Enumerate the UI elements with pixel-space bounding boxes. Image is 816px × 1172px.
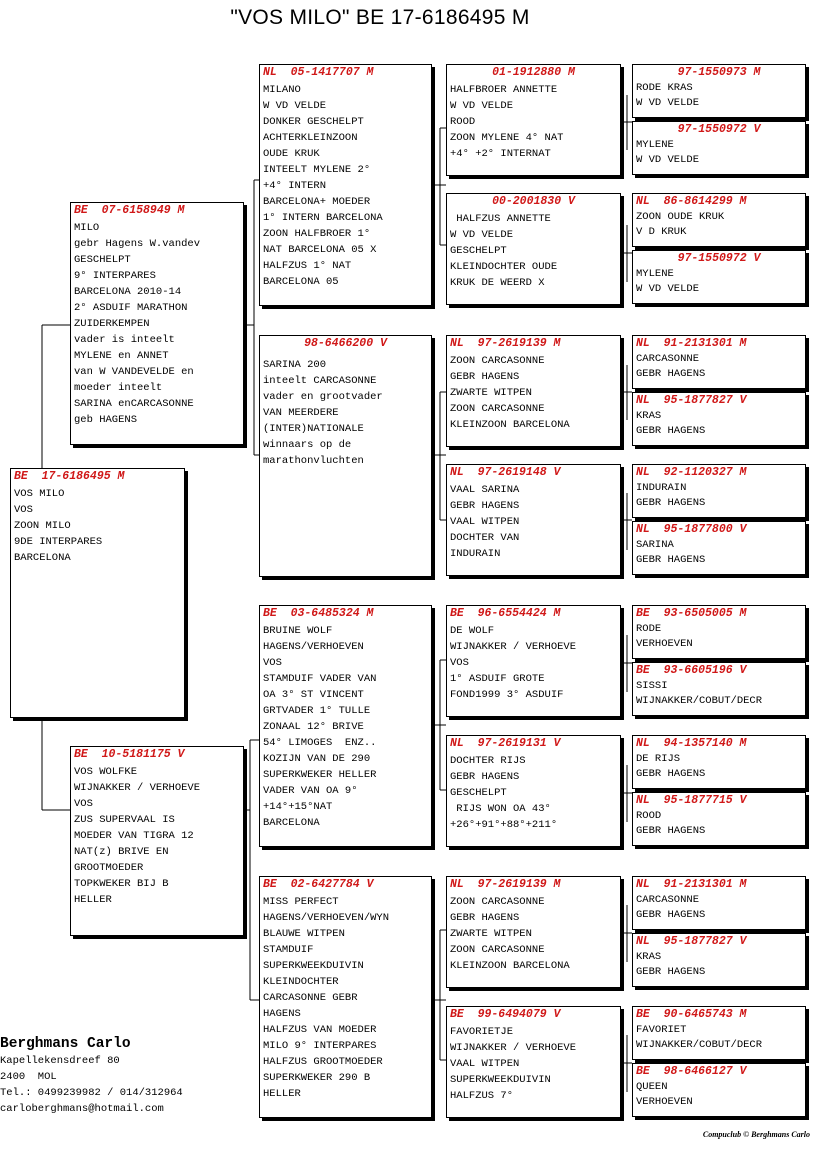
page-title: "VOS MILO" BE 17-6186495 M <box>230 6 530 29</box>
ring-number: NL 91-2131301 M <box>636 337 747 350</box>
ring-number: BE 96-6554424 M <box>450 607 561 620</box>
owner-address: Kapellekensdreef 80 <box>0 1055 120 1067</box>
gggp-card: NL 91-2131301 M CARCASONNE GEBR HAGENS <box>632 335 806 389</box>
sire-details: MILO gebr Hagens W.vandev GESCHELPT 9° INTERPARES BARCELONA 2010-14 2° ASDUIF MARATHON ZUIDERKEMPEN vader is inteelt MYLENE en ANNET van W VANDEVELDE en moeder inteelt SARINA enCARCASONNE geb HAGENS <box>74 222 201 426</box>
owner-city: 2400 MOL <box>0 1071 57 1083</box>
gggp-card: NL 91-2131301 M CARCASONNE GEBR HAGENS <box>632 876 806 930</box>
ring-number: BE 99-6494079 V <box>450 1008 561 1021</box>
gggp-card: 97-1550972 V MYLENE W VD VELDE <box>632 250 806 304</box>
gggp-card: BE 90-6465743 M FAVORIET WIJNAKKER/COBUT/DECR <box>632 1006 806 1060</box>
subject-details: VOS MILO VOS ZOON MILO 9DE INTERPARES BARCELONA <box>14 488 103 564</box>
gggp-card: 97-1550973 M RODE KRAS W VD VELDE <box>632 64 806 118</box>
ring-number: BE 93-6505005 M <box>636 607 747 620</box>
ring-number: 01-1912880 M <box>492 66 575 79</box>
owner-phone: Tel.: 0499239982 / 014/312964 <box>0 1087 183 1099</box>
great-grandparent-card: NL 97-2619131 V DOCHTER RIJS GEBR HAGENS GESCHELPT RIJS WON OA 43° +26°+91°+88°+211° <box>446 735 621 847</box>
ring-number: 97-1550972 V <box>677 123 761 136</box>
ring-number: NL 94-1357140 M <box>636 737 747 750</box>
gggp-card: NL 95-1877827 V KRAS GEBR HAGENS <box>632 392 806 446</box>
great-grandparent-card: 01-1912880 M HALFBROER ANNETTE W VD VELDE ROOD ZOON MYLENE 4° NAT +4° +2° INTERNAT <box>446 64 621 176</box>
dam-card <box>70 746 244 936</box>
ring-number: NL 05-1417707 M <box>263 66 374 79</box>
great-grandparent-card: NL 97-2619139 M ZOON CARCASONNE GEBR HAGENS ZWARTE WITPEN ZOON CARCASONNE KLEINZOON BARCELONA <box>446 335 621 447</box>
ring-number: NL 92-1120327 M <box>636 466 747 479</box>
grandparent-card: BE 02-6427784 V MISS PERFECT HAGENS/VERHOEVEN/WYN BLAUWE WITPEN STAMDUIF SUPERKWEEKDUIVIN KLEINDOCHTER CARCASONNE GEBR HAGENS HALFZUS VAN MOEDER MILO 9° INTERPARES HALFZUS GROOTMOEDER SUPERKWEKER 290 B HELLER <box>259 876 432 1118</box>
ring-number: 97-1550973 M <box>677 66 761 79</box>
ring-number: BE 03-6485324 M <box>263 607 374 620</box>
great-grandparent-card: BE 96-6554424 M DE WOLF WIJNAKKER / VERHOEVE VOS 1° ASDUIF GROTE FOND1999 3° ASDUIF <box>446 605 621 717</box>
sire-card <box>70 202 244 445</box>
grandparent-card: NL 05-1417707 M MILANO W VD VELDE DONKER GESCHELPT ACHTERKLEINZOON OUDE KRUK INTEELT MYLENE 2° +4° INTERN BARCELONA+ MOEDER 1° INTERN BARCELONA ZOON HALFBROER 1° NAT BARCELONA 05 X HALFZUS 1° NAT BARCELONA 05 <box>259 64 432 306</box>
great-grandparent-card: NL 97-2619139 M ZOON CARCASONNE GEBR HAGENS ZWARTE WITPEN ZOON CARCASONNE KLEINZOON BARCELONA <box>446 876 621 988</box>
gggp-card: BE 93-6505005 M RODE VERHOEVEN <box>632 605 806 659</box>
gggp-card: BE 93-6605196 V SISSI WIJNAKKER/COBUT/DECR <box>632 662 806 716</box>
ring-number: BE 98-6466127 V <box>636 1065 747 1078</box>
great-grandparent-card: BE 99-6494079 V FAVORIETJE WIJNAKKER / VERHOEVE VAAL WITPEN SUPERKWEEKDUIVIN HALFZUS 7° <box>446 1006 621 1118</box>
owner-name: Berghmans Carlo <box>0 1036 131 1052</box>
software-credit: Compuclub © Berghmans Carlo <box>702 1130 810 1139</box>
owner-email[interactable]: carloberghmans@hotmail.com <box>0 1103 164 1115</box>
gggp-card: BE 98-6466127 V QUEEN VERHOEVEN <box>632 1063 806 1117</box>
subject-pigeon-card <box>10 468 185 718</box>
grandparent-card: BE 03-6485324 M BRUINE WOLF HAGENS/VERHOEVEN VOS STAMDUIF VADER VAN OA 3° ST VINCENT GRTVADER 1° TULLE ZONAAL 12° BRIVE 54° LIMOGES ENZ.. KOZIJN VAN DE 290 SUPERKWEKER HELLER VADER VAN OA 9° +14°+15°NAT BARCELONA <box>259 605 432 847</box>
great-grandparent-card: NL 97-2619148 V VAAL SARINA GEBR HAGENS VAAL WITPEN DOCHTER VAN INDURAIN <box>446 464 621 576</box>
gggp-card: NL 95-1877800 V SARINA GEBR HAGENS <box>632 521 806 575</box>
gggp-card: NL 94-1357140 M DE RIJS GEBR HAGENS <box>632 735 806 789</box>
ring-number: BE 93-6605196 V <box>636 664 747 677</box>
grandparent-card: 98-6466200 V SARINA 200 inteelt CARCASONNE vader en grootvader VAN MEERDERE (INTER)NATIONALE winnaars op de marathonvluchten <box>259 335 432 577</box>
ring-number: BE 10-5181175 V <box>74 748 185 761</box>
ring-number: NL 95-1877800 V <box>636 523 747 536</box>
ring-number: BE 02-6427784 V <box>263 878 374 891</box>
ring-number: NL 97-2619139 M <box>450 878 561 891</box>
ring-number: NL 86-8614299 M <box>636 195 747 208</box>
ring-number: NL 97-2619131 V <box>450 737 561 750</box>
ring-number: 97-1550972 V <box>677 252 761 265</box>
ring-number: NL 95-1877827 V <box>636 394 747 407</box>
ring-number: NL 95-1877827 V <box>636 935 747 948</box>
ring-number: BE 90-6465743 M <box>636 1008 747 1021</box>
ring-number: NL 91-2131301 M <box>636 878 747 891</box>
ring-number: NL 97-2619139 M <box>450 337 561 350</box>
ring-number: NL 95-1877715 V <box>636 794 747 807</box>
ring-number: BE 17-6186495 M <box>14 470 125 483</box>
owner-info <box>0 1035 183 1117</box>
ring-number: 00-2001830 V <box>492 195 575 208</box>
great-grandparent-card: 00-2001830 V HALFZUS ANNETTE W VD VELDE GESCHELPT KLEINDOCHTER OUDE KRUK DE WEERD X <box>446 193 621 305</box>
gggp-card: NL 92-1120327 M INDURAIN GEBR HAGENS <box>632 464 806 518</box>
dam-details: VOS WOLFKE WIJNAKKER / VERHOEVE VOS ZUS SUPERVAAL IS MOEDER VAN TIGRA 12 NAT(z) BRIVE EN GROOTMOEDER TOPKWEKER BIJ B HELLER <box>74 766 201 906</box>
gggp-card: NL 95-1877715 V ROOD GEBR HAGENS <box>632 792 806 846</box>
gggp-card: 97-1550972 V MYLENE W VD VELDE <box>632 121 806 175</box>
ring-number: BE 07-6158949 M <box>74 204 185 217</box>
gggp-card: NL 86-8614299 M ZOON OUDE KRUK V D KRUK <box>632 193 806 247</box>
ring-number: NL 97-2619148 V <box>450 466 561 479</box>
ring-number: 98-6466200 V <box>304 337 387 350</box>
gggp-card: NL 95-1877827 V KRAS GEBR HAGENS <box>632 933 806 987</box>
